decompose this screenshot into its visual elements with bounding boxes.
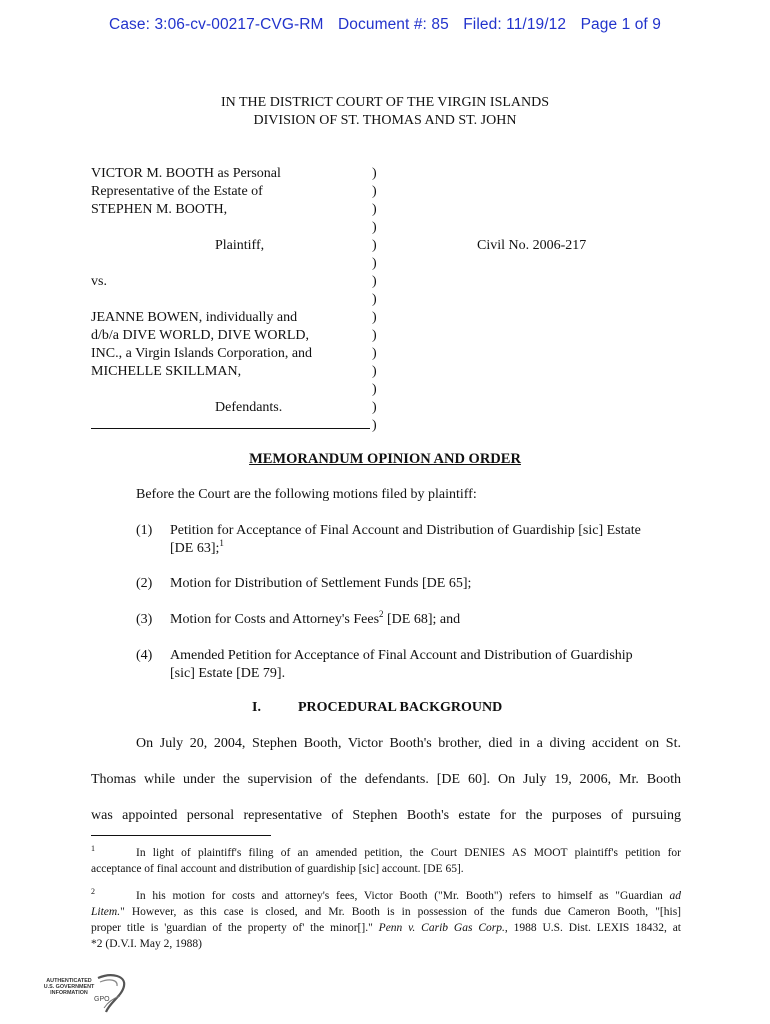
footnote-mark: 1 (91, 844, 95, 853)
footnote-italic: ad (669, 890, 681, 902)
versus: vs. (91, 274, 107, 289)
body-text-line (91, 808, 681, 824)
motion-text: Motion for Distribution of Settlement Funds [DE 65]; (170, 576, 472, 591)
case-citation: Penn v. Carib Gas Corp. (378, 922, 505, 934)
pacer-header (0, 16, 770, 34)
plaintiff-name-line: VICTOR M. BOOTH as Personal (91, 166, 281, 181)
motion-item (136, 522, 696, 558)
footnote-mark: 2 (91, 887, 95, 896)
paren: ) (372, 202, 377, 217)
case-number: Case: 3:06-cv-00217-CVG-RM (109, 16, 324, 33)
spacer (91, 219, 371, 237)
paren: ) (372, 184, 377, 199)
document-title: MEMORANDUM OPINION AND ORDER (249, 451, 521, 467)
defendant-name-line: INC., a Virgin Islands Corporation, and (91, 346, 313, 361)
paren: ) (372, 310, 377, 325)
footnote (91, 845, 681, 877)
motion-text: Petition for Acceptance of Final Account and Distribution of Guardiship [sic] Estate (170, 523, 641, 538)
footnote-text: In light of plaintiff's filing of an amended petition, the Court DENIES AS MOOT plaintiff's petition for (136, 847, 681, 859)
body-text-line (136, 736, 681, 752)
motion-item (136, 647, 696, 683)
defendant-name-line: JEANNE BOWEN, individually and (91, 310, 298, 325)
footnote-text: acceptance of final account and distribution of guardiship [sic] account. [DE 65]. (91, 863, 464, 875)
paren: ) (372, 400, 377, 415)
defendant-role: Defendants. (215, 400, 283, 415)
footnote-text: , 1988 U.S. Dist. LEXIS 18432, at (504, 922, 681, 934)
motion-number: (3) (136, 612, 153, 627)
footnote-text: " However, as this case is closed, and Mr. Booth is in possession of the funds due Cameron Booth, "[his] (120, 906, 681, 918)
plaintiff-name-line: STEPHEN M. BOOTH, (91, 202, 228, 217)
court-heading (0, 94, 770, 130)
motion-number: (2) (136, 576, 153, 591)
gpo-text-line: INFORMATION (50, 990, 88, 996)
civil-number: Civil No. 2006-217 (477, 238, 587, 253)
body-text: On July 20, 2004, Stephen Booth, Victor Booth's brother, died in a diving accident on St. (136, 736, 681, 751)
gpo-text-line: AUTHENTICATED (46, 978, 92, 984)
motion-text: Amended Petition for Acceptance of Final Account and Distribution of Guardiship (170, 648, 633, 663)
paren: ) (372, 328, 377, 343)
defendant-name-line: d/b/a DIVE WORLD, DIVE WORLD, (91, 328, 310, 343)
caption-parentheses (372, 165, 377, 435)
footnote (91, 888, 681, 952)
motion-number: (4) (136, 648, 153, 663)
motion-item (136, 611, 696, 629)
paren: ) (372, 364, 377, 379)
motion-text: Motion for Costs and Attorney's Fees (170, 612, 380, 627)
paren: ) (372, 166, 377, 181)
footnote-text: proper title is 'guardian of the property of' the minor[]." (91, 922, 379, 934)
paren: ) (372, 418, 377, 433)
gpo-label: GPO (94, 996, 110, 1003)
paren: ) (372, 292, 377, 307)
filed-date: Filed: 11/19/12 (463, 16, 567, 33)
page-indicator: Page 1 of 9 (580, 16, 661, 33)
plaintiff-name-line: Representative of the Estate of (91, 184, 263, 199)
body-text-line (91, 772, 681, 788)
eagle-icon (40, 972, 140, 1014)
paren: ) (372, 346, 377, 361)
footnote-separator (91, 835, 271, 836)
plaintiff-role: Plaintiff, (215, 238, 265, 253)
court-name: IN THE DISTRICT COURT OF THE VIRGIN ISLANDS (220, 95, 550, 110)
case-caption (91, 165, 371, 417)
motion-number: (1) (136, 523, 153, 538)
footnote-text: In his motion for costs and attorney's fees, Victor Booth ("Mr. Booth") refers to himself as "Guardian (136, 890, 670, 902)
motion-text: [sic] Estate [DE 79]. (170, 666, 286, 681)
caption-rule (91, 428, 370, 429)
motion-item (136, 575, 696, 593)
footnote-ref: 2 (379, 609, 384, 619)
motion-text: [DE 63]; (170, 541, 220, 556)
footnote-text: *2 (D.V.I. May 2, 1988) (91, 938, 202, 950)
gpo-text-line: U.S. GOVERNMENT (43, 984, 95, 990)
defendant-name-line: MICHELLE SKILLMAN, (91, 364, 242, 379)
paren: ) (372, 382, 377, 397)
footnote-italic: Litem. (91, 906, 121, 918)
body-text: was appointed personal representative of Stephen Booth's estate for the purposes of pursuing (91, 808, 681, 823)
paren: ) (372, 256, 377, 271)
spacer (91, 291, 371, 309)
spacer (91, 255, 371, 273)
section-title: PROCEDURAL BACKGROUND (298, 700, 503, 715)
court-division: DIVISION OF ST. THOMAS AND ST. JOHN (253, 113, 517, 128)
paren: ) (372, 220, 377, 235)
gpo-authentication-seal (40, 972, 140, 1014)
document-number: Document #: 85 (337, 16, 449, 33)
intro-text: Before the Court are the following motions filed by plaintiff: (136, 487, 477, 502)
spacer (91, 381, 371, 399)
motion-text: [DE 68]; and (383, 612, 461, 627)
paren: ) (372, 274, 377, 289)
body-text: Thomas while under the supervision of the defendants. [DE 60]. On July 19, 2006, Mr. Booth (91, 772, 681, 787)
footnote-ref: 1 (219, 538, 224, 548)
section-number: I. (252, 700, 261, 715)
paren: ) (372, 238, 377, 253)
